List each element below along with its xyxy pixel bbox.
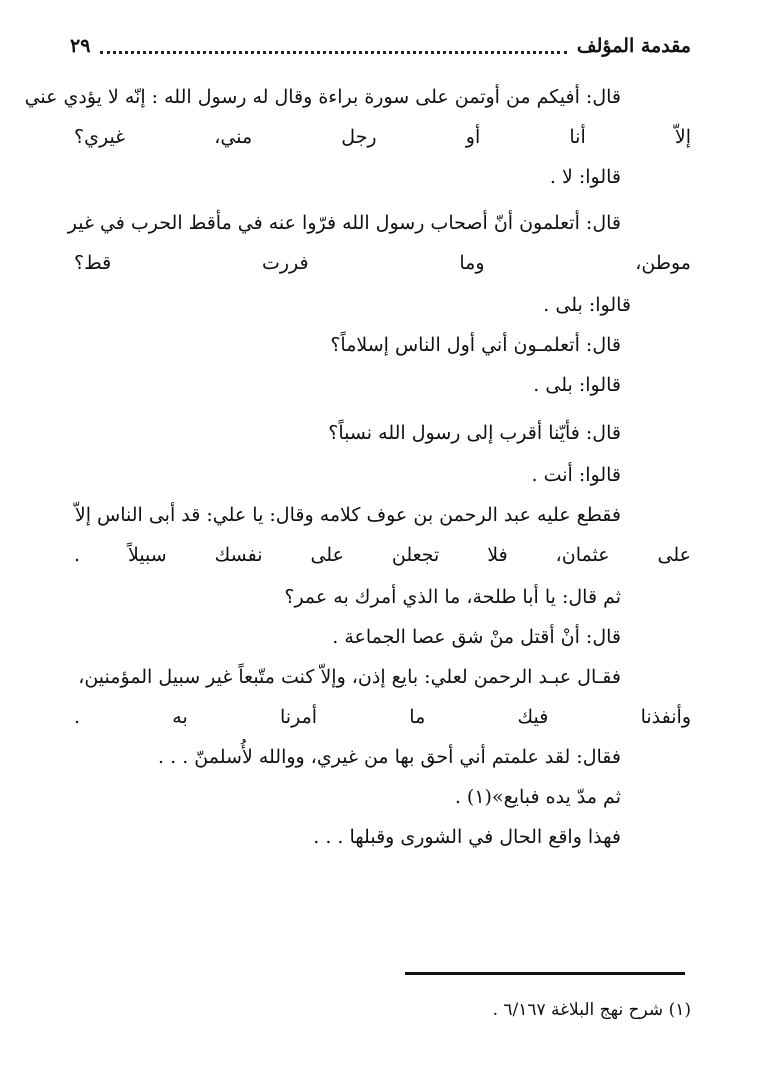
text-line: فقـال عبـد الرحمن لعلي: بايع إذن، وإلاّ كنت متّبعاً غير سبيل المؤمنين، [78,666,621,688]
text-line: وأنفذنا فيك ما أمرنا به . [74,706,691,728]
dotted-leader [100,39,567,54]
footnote: (١) شرح نهج البلاغة ٦/١٦٧ . [492,1000,691,1020]
text-line: موطن، وما فررت قط؟ [74,252,691,274]
text-line: قالوا: أنت . [531,464,621,486]
text-line: قالوا: بلى . [543,294,631,316]
text-line: قال: أفيكم من أوتمن على سورة براءة وقال له رسول الله : إنّه لا يؤدي عني [24,86,621,108]
text-line: قال: فأيّنا أقرب إلى رسول الله نسباً؟ [328,422,621,444]
text-line: ثم مدّ يده فبايع»(١) . [454,786,621,808]
running-title: مقدمة المؤلف [576,35,691,57]
text-line: قال: أتعلمون أنّ أصحاب رسول الله فرّوا عنه في مأقط الحرب في غير [67,212,621,234]
page-header [70,30,691,62]
text-line: على عثمان، فلا تجعلن على نفسك سبيلاً . [74,544,691,566]
text-line: إلاّ أنا أو رجل مني، غيري؟ [74,126,691,148]
text-line: فهذا واقع الحال في الشورى وقبلها . . . [313,826,621,848]
footnote-divider [405,972,685,975]
text-line: قالوا: لا . [549,166,621,188]
text-line: فقطع عليه عبد الرحمن بن عوف كلامه وقال: يا علي: قد أبى الناس إلاّ [74,504,621,526]
text-line: قال: أتعلمـون أني أول الناس إسلاماً؟ [330,334,621,356]
page-number: ٢٩ [70,35,91,57]
text-line: قالوا: بلى . [533,374,621,396]
text-line: قال: أنْ أقتل منْ شق عصا الجماعة . [332,626,621,648]
text-line: ثم قال: يا أبا طلحة، ما الذي أمرك به عمر؟ [284,586,621,608]
text-line: فقال: لقد علمتم أني أحق بها من غيري، ووالله لأُسلمنّ . . . [158,746,621,768]
